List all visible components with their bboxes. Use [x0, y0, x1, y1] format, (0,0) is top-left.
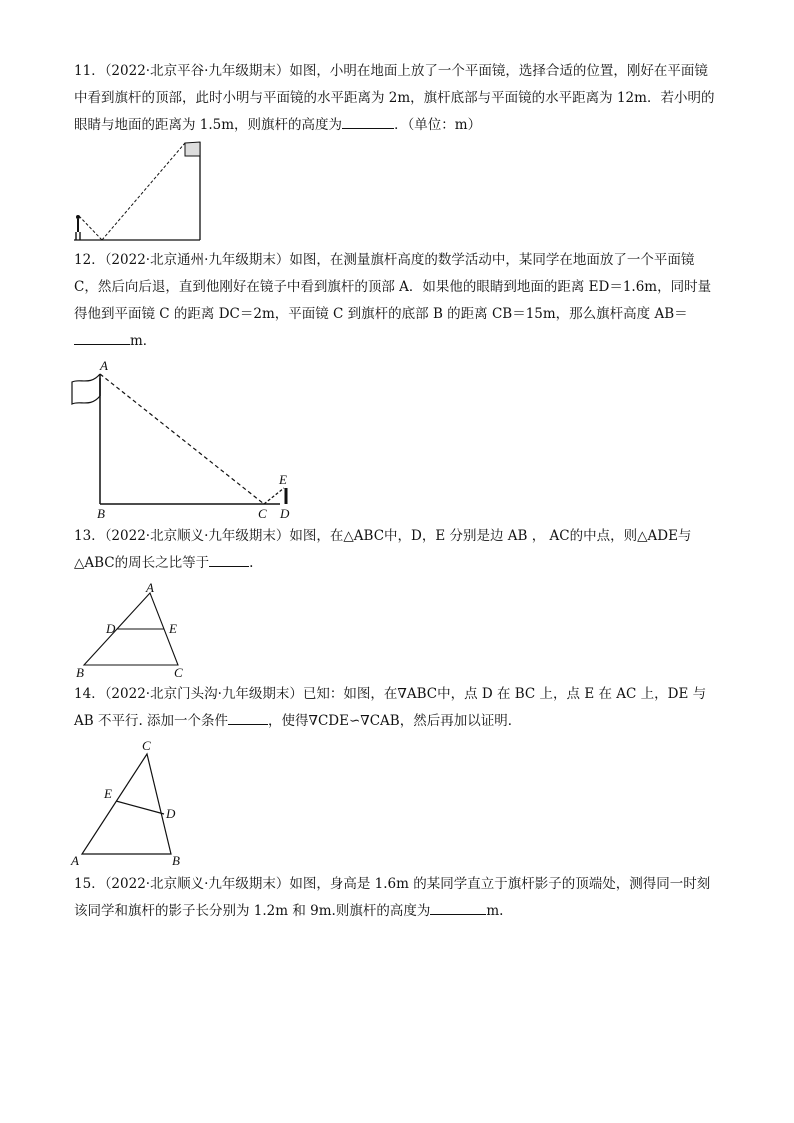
question-text-end: . — [249, 555, 254, 571]
question-text: 如图，小明在地面上放了一个平面镜，选择合适的位置，刚好在平面镜中看到旗杆的顶部，此时小明与平面镜的水平距离为 2m，旗杆底部与平面镜的水平距离为 12m．若小明的眼睛与地面的距离为 1.5m，则旗杆的高度为 — [74, 63, 715, 133]
question-text-end: ．（单位：m） — [394, 117, 482, 133]
question-text-end: m． — [130, 333, 157, 349]
label-D: D — [166, 806, 176, 821]
question-source: （2022·北京平谷·九年级期末） — [104, 63, 290, 79]
figure-12-flagpole-mirror — [70, 360, 310, 520]
question-text: 如图，在△ABC中，D，E 分别是边 AB ， AC的中点，则△ADE与△ABC的周长之比等于 — [74, 528, 692, 571]
label-B: B — [172, 853, 180, 868]
label-A: A — [100, 360, 108, 373]
label-B: B — [97, 506, 105, 520]
label-A: A — [146, 583, 154, 595]
question-source: （2022·北京通州·九年级期末） — [104, 252, 290, 268]
figure-14-triangle — [68, 736, 198, 868]
label-D: D — [106, 621, 116, 636]
question-source: （2022·北京顺义·九年级期末） — [104, 876, 290, 892]
label-E: E — [279, 472, 287, 487]
label-E: E — [169, 621, 177, 636]
question-15: 15．（2022·北京顺义·九年级期末）如图，身高是 1.6m 的某同学直立于旗杆影子的顶端处，测得同一时刻该同学和旗杆的影子长分别为 1.2m 和 9m.则旗杆的高度为 m. — [74, 876, 711, 919]
question-number: 12 — [74, 252, 92, 268]
answer-blank[interactable] — [74, 330, 130, 345]
answer-blank[interactable] — [228, 710, 268, 725]
question-text-end: m. — [486, 903, 504, 919]
label-D: D — [280, 506, 290, 520]
label-B: B — [76, 665, 84, 680]
question-11: 11．（2022·北京平谷·九年级期末）如图，小明在地面上放了一个平面镜，选择合适的位置，刚好在平面镜中看到旗杆的顶部，此时小明与平面镜的水平距离为 2m，旗杆底部与平面镜的水平距离为 12m．若小明的眼睛与地面的距离为 1.5m，则旗杆的高度为 ．（单位：m） — [74, 63, 715, 133]
question-14: 14．（2022·北京门头沟·九年级期末）已知：如图，在∇ABC中，点 D 在 BC 上，点 E 在 AC 上，DE 与 AB 不平行. 添加一个条件 ，使得∇CDE∽∇CAB，然后再加以证明． — [74, 686, 707, 729]
answer-blank[interactable] — [209, 552, 249, 567]
question-number: 13 — [74, 528, 92, 544]
label-C: C — [142, 738, 151, 753]
question-text-end: ，使得∇CDE∽∇CAB，然后再加以证明． — [268, 713, 522, 729]
question-text: 如图，在测量旗杆高度的数学活动中，某同学在地面放了一个平面镜 C，然后向后退，直到他刚好在镜子中看到旗杆的顶部 A．如果他的眼睛到地面的距离 ED＝1.6m，同时量得他到平面镜 C 的距离 DC＝2m，平面镜 C 到旗杆的底部 B 的距离 CB＝15m，那么旗杆高度 AB＝ — [74, 252, 712, 322]
question-text: 已知：如图，在∇ABC中，点 D 在 BC 上，点 E 在 AC 上，DE 与 AB 不平行. 添加一个条件 — [74, 686, 707, 729]
figure-11-flagpole-mirror — [72, 140, 212, 245]
label-C: C — [258, 506, 267, 520]
question-number: 14 — [74, 686, 92, 702]
answer-blank[interactable] — [342, 114, 394, 129]
question-12: 12．（2022·北京通州·九年级期末）如图，在测量旗杆高度的数学活动中，某同学在地面放了一个平面镜 C，然后向后退，直到他刚好在镜子中看到旗杆的顶部 A．如果他的眼睛到地面的距离 ED＝1.6m，同时量得他到平面镜 C 的距离 DC＝2m，平面镜 C 到旗杆的底部 B 的距离 CB＝15m，那么旗杆高度 AB＝ m． — [74, 252, 712, 349]
figure-13-triangle — [74, 583, 194, 683]
label-C: C — [174, 665, 183, 680]
question-text: 如图，身高是 1.6m 的某同学直立于旗杆影子的顶端处，测得同一时刻该同学和旗杆的影子长分别为 1.2m 和 9m.则旗杆的高度为 — [74, 876, 711, 919]
question-source: （2022·北京顺义·九年级期末） — [104, 528, 290, 544]
question-number: 15 — [74, 876, 92, 892]
question-number: 11 — [74, 63, 92, 79]
question-13: 13．（2022·北京顺义·九年级期末）如图，在△ABC中，D，E 分别是边 AB ， AC的中点，则△ADE与△ABC的周长之比等于 . — [74, 528, 692, 571]
label-E: E — [104, 786, 112, 801]
question-source: （2022·北京门头沟·九年级期末） — [104, 686, 303, 702]
answer-blank[interactable] — [430, 900, 486, 915]
label-A: A — [71, 853, 79, 868]
